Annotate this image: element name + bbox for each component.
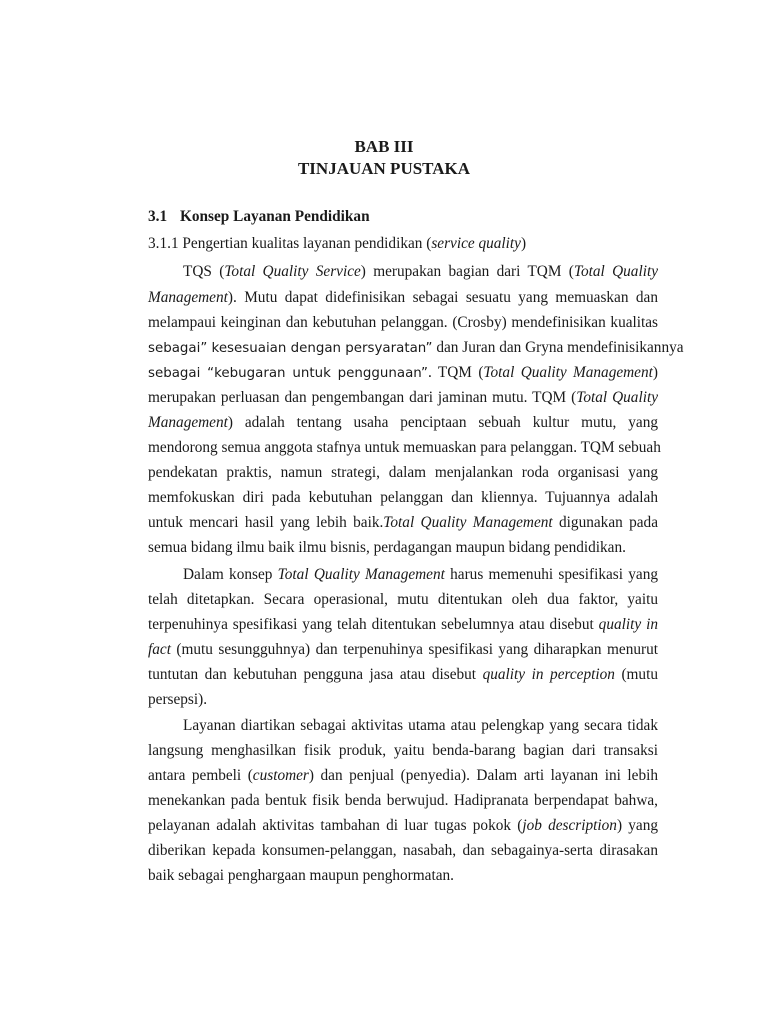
subsection-heading: 3.1.1 Pengertian kualitas layanan pendidikan (service quality) (148, 235, 527, 252)
paragraph-line: menekankan pada bentuk fisik benda berwujud. Hadipranata berpendapat bahwa, (148, 792, 658, 809)
paragraph-line: untuk mencari hasil yang lebih baik.Total Quality Management digunakan pada (148, 514, 658, 531)
paragraph-line: tuntutan dan kebutuhan pengguna jasa atau disebut quality in perception (mutu (148, 666, 658, 683)
paragraph-line: antara pembeli (customer) dan penjual (penyedia). Dalam arti layanan ini lebih (148, 767, 658, 784)
paragraph-line: pendekatan praktis, namun strategi, dalam menjalankan roda organisasi yang (148, 464, 658, 481)
paragraph-line: merupakan perluasan dan pengembangan dari jaminan mutu. TQM (Total Quality (148, 389, 658, 406)
paragraph-line: Management). Mutu dapat didefinisikan sebagai sesuatu yang memuaskan dan (148, 289, 658, 306)
paragraph-line: telah ditetapkan. Secara operasional, mutu ditentukan oleh dua faktor, yaitu (148, 591, 658, 608)
paragraph-line: langsung menghasilkan fisik produk, yaitu benda-barang bagian dari transaksi (148, 742, 658, 759)
paragraph-line: terpenuhinya spesifikasi yang telah ditentukan sebelumnya atau disebut quality in (148, 616, 658, 633)
paragraph-line: TQS (Total Quality Service) merupakan bagian dari TQM (Total Quality (183, 263, 658, 280)
paragraph-line: semua bidang ilmu baik ilmu bisnis, perdagangan maupun bidang pendidikan. (148, 539, 626, 556)
paragraph-line: melampaui keinginan dan kebutuhan pelanggan. (Crosby) mendefinisikan kualitas (148, 314, 658, 331)
section-number: 3.1 (148, 208, 168, 225)
paragraph-line: Layanan diartikan sebagai aktivitas utama atau pelengkap yang secara tidak (183, 717, 658, 734)
paragraph-line: memfokuskan diri pada kebutuhan pelanggan dan kliennya. Tujuannya adalah (148, 489, 658, 506)
paragraph-line: persepsi). (148, 691, 208, 708)
paragraph-line: sebagai” kesesuaian dengan persyaratan” dan Juran dan Gryna mendefinisikannya (148, 339, 684, 356)
chapter-number: BAB III (354, 137, 414, 156)
paragraph-line: sebagai “kebugaran untuk penggunaan”. TQM (Total Quality Management) (148, 364, 658, 381)
paragraph-line: diberikan kepada konsumen-pelanggan, nasabah, dan sebagainya-serta dirasakan (148, 842, 658, 859)
paragraph-line: Dalam konsep Total Quality Management harus memenuhi spesifikasi yang (183, 566, 658, 583)
section-title: Konsep Layanan Pendidikan (180, 208, 370, 225)
paragraph-line: mendorong semua anggota stafnya untuk memuaskan para pelanggan. TQM sebuah (148, 439, 661, 456)
paragraph-line: pelayanan adalah aktivitas tambahan di luar tugas pokok (job description) yang (148, 817, 659, 834)
paragraph-line: fact (mutu sesungguhnya) dan terpenuhinya spesifikasi yang diharapkan menurut (148, 641, 658, 658)
chapter-title: TINJAUAN PUSTAKA (297, 159, 471, 178)
paragraph-line: Management) adalah tentang usaha penciptaan sebuah kultur mutu, yang (148, 414, 658, 431)
paragraph-line: baik sebagai penghargaan maupun penghormatan. (148, 867, 454, 884)
